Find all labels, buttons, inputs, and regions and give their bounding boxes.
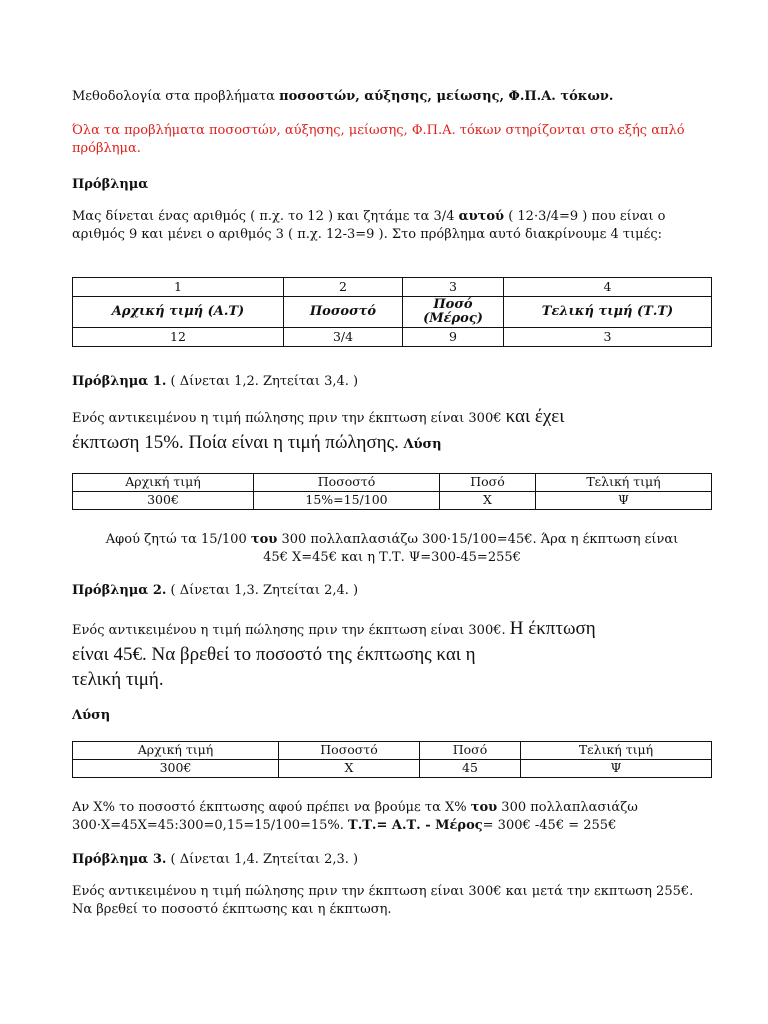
problem-heading: Πρόβλημα (72, 177, 149, 192)
title-plain: Μεθοδολογία στα προβλήματα (72, 89, 280, 104)
table-row: Αρχική τιμή Ποσοστό Ποσό Τελική τιμή (73, 742, 712, 760)
values-table (72, 277, 712, 347)
table-row: Αρχική τιμή Ποσοστό Ποσό Τελική τιμή (73, 474, 712, 492)
table-row: Αρχική τιμή (Α.Τ) Ποσοστό Ποσό (Μέρος) Τελική τιμή (Τ.Τ) (73, 297, 712, 328)
problem3-text: Ενός αντικειμένου η τιμή πώλησης πριν την έκπτωση είναι 300€ και μετά την εκπτωση 255€. Να βρεθεί το ποσοστό έκπτωσης και η έκπτωση. (72, 884, 694, 917)
problem1-text: Ενός αντικειμένου η τιμή πώλησης πριν την έκπτωση είναι 300€ και έχει έκπτωση 15%. Ποία είναι η τιμή πώλησης. Λύση (72, 406, 565, 453)
table-row: 12 3/4 9 3 (73, 328, 712, 347)
problem2-answer: Αν Χ% το ποσοστό έκπτωσης αφού πρέπει να βρούμε τα Χ% του 300 πολλαπλασιάζω 300·Χ=45Χ=45:300=0,15=15/100=15%. Τ.Τ.= Α.Τ. - Μέρος= 300€ -45€ = 255€ (72, 800, 638, 833)
problem2-heading: Πρόβλημα 2. ( Δίνεται 1,3. Ζητείται 2,4. ) (72, 583, 359, 598)
problem2-table (72, 741, 712, 778)
problem1-answer: Αφού ζητώ τα 15/100 του 300 πολλαπλασιάζω 300·15/100=45€. Άρα η έκπτωση είναι 45€ Χ=45€ και η Τ.Τ. Ψ=300-45=255€ (105, 532, 679, 565)
document-title (72, 88, 712, 106)
problem2-text: Ενός αντικειμένου η τιμή πώλησης πριν την έκπτωση είναι 300€. Η έκπτωση είναι 45€. Να βρεθεί το ποσοστό της έκπτωσης και η τελική τιμή. (72, 618, 596, 691)
table-row: 300€ 15%=15/100 Χ Ψ (73, 492, 712, 510)
problem-text: Μας δίνεται ένας αριθμός ( π.χ. το 12 ) και ζητάμε τα 3/4 αυτού ( 12·3/4=9 ) που είναι ο αριθμός 9 και μένει ο αριθμός 3 ( π.χ. 12-3=9 ). Στο πρόβλημα αυτό διακρίνουμε 4 τιμές: (72, 209, 666, 242)
problem1-table (72, 473, 712, 510)
intro-paragraph: Όλα τα προβλήματα ποσοστών, αύξησης, μείωσης, Φ.Π.Α. τόκων στηρίζονται στο εξής απλό πρόβλημα. (72, 123, 685, 156)
table-row: 1 2 3 4 (73, 278, 712, 297)
title-bold: ποσοστών, αύξησης, μείωσης, Φ.Π.Α. τόκων. (279, 89, 614, 104)
problem3-heading: Πρόβλημα 3. ( Δίνεται 1,4. Ζητείται 2,3. ) (72, 852, 359, 867)
table-row: 300€ Χ 45 Ψ (73, 760, 712, 778)
problem1-heading: Πρόβλημα 1. ( Δίνεται 1,2. Ζητείται 3,4. ) (72, 374, 359, 389)
problem2-solution-label: Λύση (72, 708, 111, 723)
